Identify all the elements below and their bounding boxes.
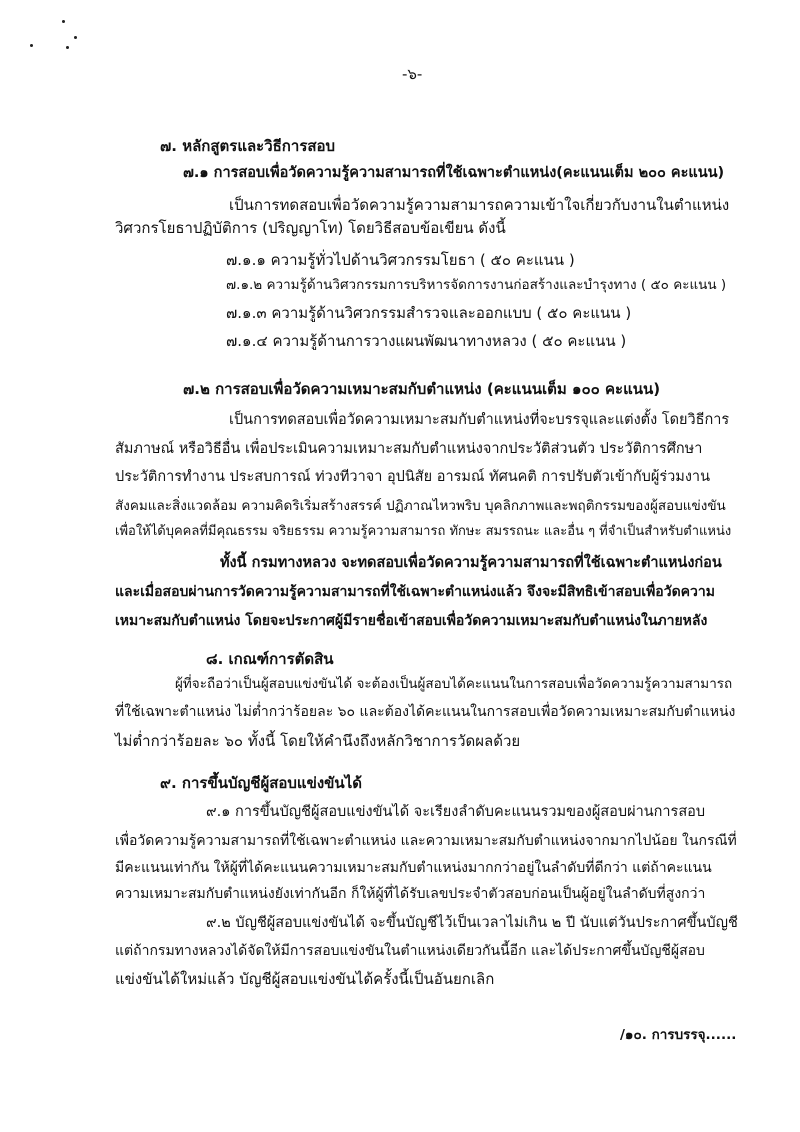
paragraph-line: มีคะแนนเท่ากัน ให้ผู้ที่ได้คะแนนความเหมาะสมกับตำแหน่งมากกว่าอยู่ในลำดับที่ดีกว่า แต่ถ้าคะแนน bbox=[115, 860, 712, 876]
section-7-2-heading: ๗.๒ การสอบเพื่อวัดความเหมาะสมกับตำแหน่ง (คะแนนเต็ม ๑๐๐ คะแนน) bbox=[183, 380, 661, 398]
paragraph-line: ที่ใช้เฉพาะตำแหน่ง ไม่ต่ำกว่าร้อยละ ๖๐ และต้องได้คะแนนในการสอบเพื่อวัดความเหมาะสมกับตำแหน่ง bbox=[115, 704, 736, 720]
paragraph-line: แข่งขันได้ใหม่แล้ว บัญชีผู้สอบแข่งขันได้ครั้งนี้เป็นอันยกเลิก bbox=[115, 970, 495, 988]
scan-speck bbox=[66, 46, 69, 49]
note-line: ทั้งนี้ กรมทางหลวง จะทดสอบเพื่อวัดความรู้ความสามารถที่ใช้เฉพาะตำแหน่งก่อน bbox=[220, 555, 722, 571]
section-8-heading: ๘. เกณฑ์การตัดสิน bbox=[206, 650, 334, 668]
paragraph-line: ผู้ที่จะถือว่าเป็นผู้สอบแข่งขันได้ จะต้องเป็นผู้สอบได้คะแนนในการสอบเพื่อวัดความรู้ความสามารถ bbox=[175, 676, 733, 692]
list-item: ๗.๑.๔ ความรู้ด้านการวางแผนพัฒนาทางหลวง ( ๕๐ คะแนน ) bbox=[226, 332, 627, 350]
paragraph-line: วิศวกรโยธาปฏิบัติการ (ปริญญาโท) โดยวิธีสอบข้อเขียน ดังนี้ bbox=[115, 219, 506, 237]
section-7-1-heading: ๗.๑ การสอบเพื่อวัดความรู้ความสามารถที่ใช้เฉพาะตำแหน่ง(คะแนนเต็ม ๒๐๐ คะแนน) bbox=[183, 165, 725, 181]
paragraph-line: เพื่อวัดความรู้ความสามารถที่ใช้เฉพาะตำแหน่ง และความเหมาะสมกับตำแหน่งจากมากไปน้อย ในกรณีที่ bbox=[115, 833, 737, 849]
continuation-note: /๑๐. การบรรจุ...... bbox=[620, 1027, 737, 1043]
paragraph-line: ๙.๑ การขึ้นบัญชีผู้สอบแข่งขันได้ จะเรียงลำดับคะแนนรวมของผู้สอบผ่านการสอบ bbox=[206, 804, 706, 820]
paragraph-line: สังคมและสิ่งแวดล้อม ความคิดริเริ่มสร้างสรรค์ ปฏิภาณไหวพริบ บุคลิกภาพและพฤติกรรมของผู้สอบแข่งขัน bbox=[115, 498, 726, 514]
paragraph-line: ความเหมาะสมกับตำแหน่งยังเท่ากันอีก ก็ให้ผู้ที่ได้รับเลขประจำตัวสอบก่อนเป็นผู้อยู่ในลำดับที่สูงกว่า bbox=[115, 886, 706, 902]
paragraph-line: เป็นการทดสอบเพื่อวัดความรู้ความสามารถความเข้าใจเกี่ยวกับงานในตำแหน่ง bbox=[229, 196, 730, 214]
list-item: ๗.๑.๒ ความรู้ด้านวิศวกรรมการบริหารจัดการงานก่อสร้างและบำรุงทาง ( ๕๐ คะแนน ) bbox=[226, 277, 727, 293]
paragraph-line: ๙.๒ บัญชีผู้สอบแข่งขันได้ จะขึ้นบัญชีไว้เป็นเวลาไม่เกิน ๒ ปี นับแต่วันประกาศขึ้นบัญชี bbox=[206, 915, 738, 931]
paragraph-line: แต่ถ้ากรมทางหลวงได้จัดให้มีการสอบแข่งขันในตำแหน่งเดียวกันนี้อีก และได้ประกาศขึ้นบัญชีผู้สอบ bbox=[115, 943, 705, 959]
paragraph-line: เป็นการทดสอบเพื่อวัดความเหมาะสมกับตำแหน่งที่จะบรรจุและแต่งตั้ง โดยวิธีการ bbox=[229, 412, 730, 428]
paragraph-line: เพื่อให้ได้บุคคลที่มีคุณธรรม จริยธรรม ความรู้ความสามารถ ทักษะ สมรรถนะ และอื่น ๆ ที่จำเป็นสำหรับตำแหน่ง bbox=[115, 524, 732, 539]
paragraph-line: สัมภาษณ์ หรือวิธีอื่น เพื่อประเมินความเหมาะสมกับตำแหน่งจากประวัติส่วนตัว ประวัติการศึกษา bbox=[115, 441, 703, 457]
note-line: และเมื่อสอบผ่านการวัดความรู้ความสามารถที่ใช้เฉพาะตำแหน่งแล้ว จึงจะมีสิทธิเข้าสอบเพื่อวัดความ bbox=[115, 584, 715, 600]
scan-speck bbox=[62, 20, 65, 23]
note-line: เหมาะสมกับตำแหน่ง โดยจะประกาศผู้มีรายชื่อเข้าสอบเพื่อวัดความเหมาะสมกับตำแหน่งในภายหลัง bbox=[115, 613, 708, 629]
paragraph-line: ประวัติการทำงาน ประสบการณ์ ท่วงทีวาจา อุปนิสัย อารมณ์ ทัศนคติ การปรับตัวเข้ากับผู้ร่วมงาน bbox=[115, 469, 710, 485]
list-item: ๗.๑.๑ ความรู้ทั่วไปด้านวิศวกรรมโยธา ( ๕๐ คะแนน ) bbox=[226, 251, 575, 269]
list-item: ๗.๑.๓ ความรู้ด้านวิศวกรรมสำรวจและออกแบบ ( ๕๐ คะแนน ) bbox=[226, 304, 632, 322]
scan-speck bbox=[30, 44, 33, 47]
section-9-heading: ๙. การขึ้นบัญชีผู้สอบแข่งขันได้ bbox=[160, 774, 362, 792]
scan-speck bbox=[74, 36, 77, 39]
page-number: -๖- bbox=[402, 65, 423, 83]
paragraph-line: ไม่ต่ำกว่าร้อยละ ๖๐ ทั้งนี้ โดยให้คำนึงถึงหลักวิชาการวัดผลด้วย bbox=[115, 732, 521, 750]
section-7-heading: ๗. หลักสูตรและวิธีการสอบ bbox=[160, 137, 336, 155]
